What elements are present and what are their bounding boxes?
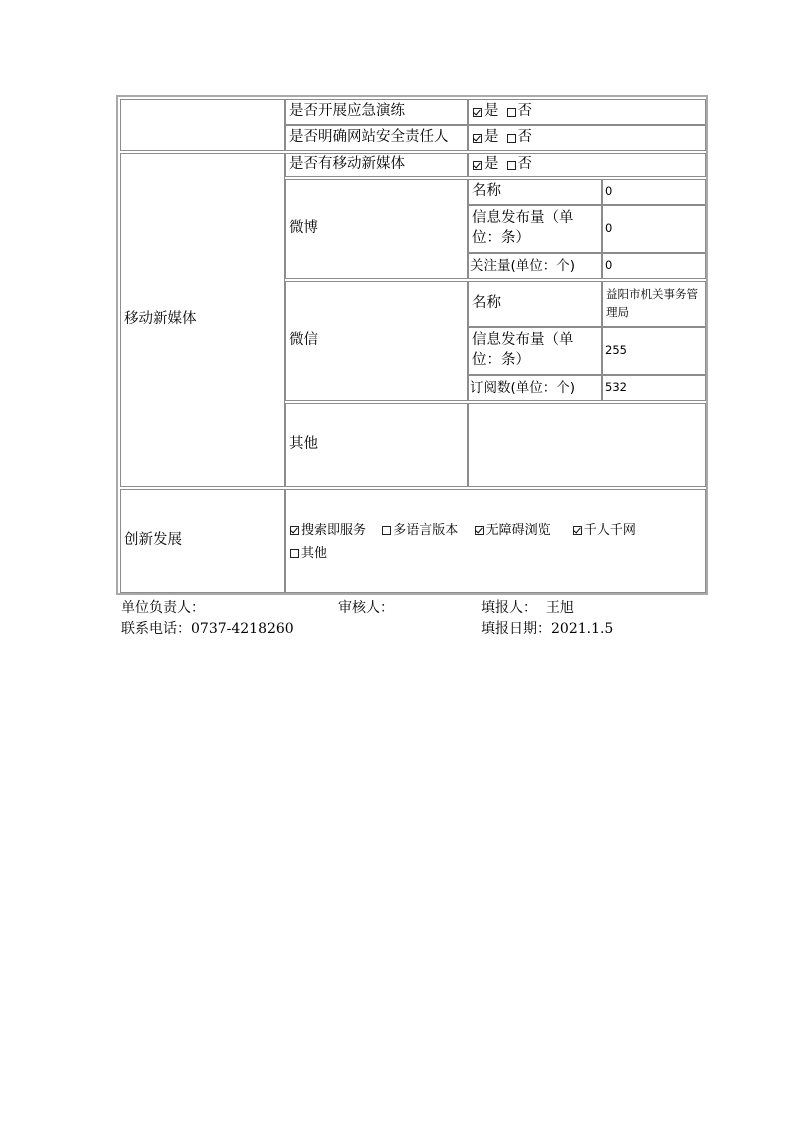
option-other[interactable]: 其他 <box>290 543 327 564</box>
checkbox-checked-icon <box>473 161 482 170</box>
filler-name: 王旭 <box>545 600 574 616</box>
drill-question: 是否开展应急演练 <box>285 99 468 125</box>
report-table <box>116 95 708 595</box>
weibo-name-label: 名称 <box>468 179 602 205</box>
checkbox-empty-icon <box>382 526 391 535</box>
weibo-posts-label: 信息发布量（单位：条） <box>468 205 602 253</box>
wechat-subs-value: 532 <box>602 375 706 401</box>
weibo-name-value: 0 <box>602 179 706 205</box>
option-search-service[interactable]: 搜索即服务 <box>290 520 366 541</box>
new-media-question: 是否有移动新媒体 <box>285 153 468 177</box>
other-value-cell <box>468 403 706 487</box>
wechat-posts-label: 信息发布量（单位：条） <box>468 327 602 375</box>
weibo-follow-label: 关注量(单位：个) <box>468 253 602 279</box>
checkbox-empty-icon <box>290 549 299 558</box>
drill-yes-option[interactable]: 是 <box>473 102 499 122</box>
weibo-label-cell: 微博 <box>285 179 468 279</box>
option-accessibility[interactable]: 无障碍浏览 <box>475 520 551 541</box>
checkbox-checked-icon <box>573 526 582 535</box>
responsible-question: 是否明确网站安全责任人 <box>285 125 468 151</box>
drill-options <box>468 99 706 125</box>
report-date: 填报日期：2021.1.5 <box>481 621 614 637</box>
wechat-label-cell: 微信 <box>285 281 468 401</box>
reviewer-field: 审核人： <box>338 600 394 616</box>
other-label-cell: 其他 <box>285 403 468 487</box>
checkbox-checked-icon <box>473 134 482 143</box>
section-mobile-media-label: 移动新媒体 <box>124 311 197 328</box>
wechat-name-label: 名称 <box>468 281 602 327</box>
responsible-options <box>468 125 706 151</box>
blank-section-cell <box>120 99 285 151</box>
section-innovation <box>120 489 285 593</box>
weibo-follow-value: 0 <box>602 253 706 279</box>
wechat-subs-label: 订阅数(单位：个) <box>468 375 602 401</box>
contact-phone: 联系电话：0737-4218260 <box>121 621 294 637</box>
option-multilingual[interactable]: 多语言版本 <box>382 520 458 541</box>
new-media-options <box>468 153 706 177</box>
new-media-yes-option[interactable]: 是 <box>473 155 499 175</box>
checkbox-empty-icon <box>507 108 516 117</box>
checkbox-checked-icon <box>290 526 299 535</box>
wechat-posts-value: 255 <box>602 327 706 375</box>
responsible-no-option[interactable]: 否 <box>507 128 533 148</box>
checkbox-empty-icon <box>507 161 516 170</box>
weibo-posts-value: 0 <box>602 205 706 253</box>
innovation-option-list <box>290 520 636 565</box>
new-media-no-option[interactable]: 否 <box>507 155 533 175</box>
checkbox-empty-icon <box>507 134 516 143</box>
checkbox-checked-icon <box>475 526 484 535</box>
section-innovation-label: 创新发展 <box>124 532 182 549</box>
checkbox-checked-icon <box>473 108 482 117</box>
wechat-name-value: 益阳市机关事务管理局 <box>602 281 706 327</box>
innovation-options <box>285 489 706 593</box>
responsible-yes-option[interactable]: 是 <box>473 128 499 148</box>
option-personalized[interactable]: 千人千网 <box>573 520 636 541</box>
filler-field: 填报人： 王旭 <box>481 600 574 616</box>
drill-no-option[interactable]: 否 <box>507 102 533 122</box>
section-mobile-media <box>120 153 285 487</box>
unit-head-field: 单位负责人： <box>121 600 205 616</box>
